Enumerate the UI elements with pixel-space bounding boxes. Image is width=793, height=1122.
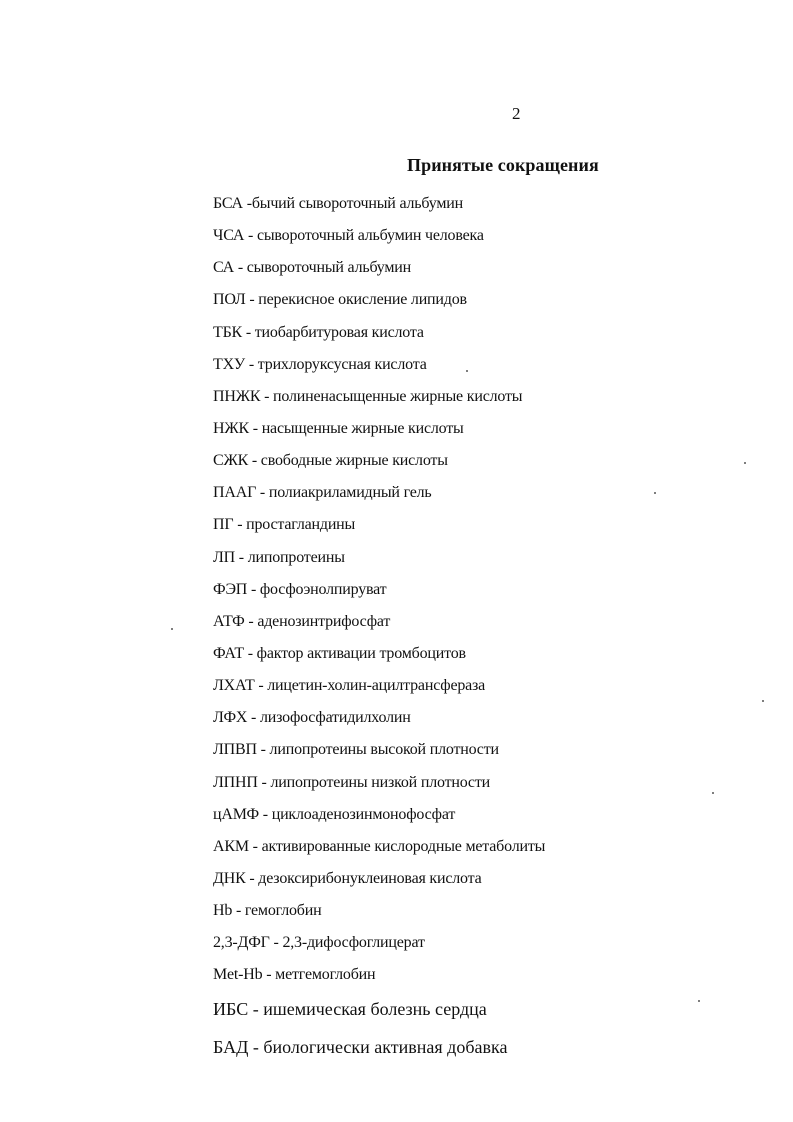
abbreviation-item: ТБК - тиобарбитуровая кислота	[213, 323, 424, 341]
abbreviation-item: ПААГ - полиакриламидный гель	[213, 484, 432, 502]
scan-speck	[466, 370, 468, 372]
page-title: Принятые сокращения	[407, 155, 599, 175]
abbreviation-item: ДНК - дезоксирибонуклеиновая кислота	[213, 869, 482, 887]
abbreviation-item: ПГ - простагландины	[213, 516, 356, 534]
abbreviation-item: 2,3-ДФГ - 2,3-дифосфоглицерат	[213, 934, 425, 952]
abbreviation-item: СА - сывороточный альбумин	[213, 259, 412, 277]
abbreviation-item: Hb - гемоглобин	[213, 902, 322, 920]
abbreviation-item: СЖК - свободные жирные кислоты	[213, 452, 448, 470]
abbreviation-item: ЧСА - сывороточный альбумин человека	[213, 227, 484, 245]
abbreviation-item: ПНЖК - полиненасыщенные жирные кислоты	[213, 387, 523, 405]
abbreviation-item: ТХУ - трихлоруксусная кислота	[213, 355, 427, 373]
scan-speck	[712, 792, 714, 794]
abbreviation-item: ЛПВП - липопротеины высокой плотности	[213, 741, 499, 759]
scan-speck	[171, 628, 173, 630]
abbreviation-item: цАМФ - циклоаденозинмонофосфат	[213, 805, 456, 823]
scan-speck	[744, 462, 746, 464]
abbreviation-item: БСА -бычий сывороточный альбумин	[213, 195, 463, 212]
abbreviation-item: ЛПНП - липопротеины низкой плотности	[213, 773, 490, 791]
abbreviation-item: ПОЛ - перекисное окисление липидов	[213, 291, 467, 309]
abbreviation-item: ЛФХ - лизофосфатидилхолин	[213, 709, 411, 727]
abbreviation-item: АТФ - аденозинтрифосфат	[213, 612, 391, 630]
abbreviation-item: АКМ - активированные кислородные метаболиты	[213, 837, 546, 855]
abbreviation-list	[213, 193, 545, 1073]
abbreviation-item: ФАТ - фактор активации тромбоцитов	[213, 644, 466, 662]
abbreviation-item: ФЭП - фосфоэнолпируват	[213, 580, 387, 598]
abbreviation-item: ИБС - ишемическая болезнь сердца	[213, 998, 487, 1019]
scan-speck	[654, 492, 656, 494]
scan-speck	[698, 1000, 700, 1002]
abbreviation-item: ЛХАТ - лицетин-холин-ацилтрансфераза	[213, 677, 486, 695]
abbreviation-item: ЛП - липопротеины	[213, 548, 345, 566]
abbreviation-item: НЖК - насыщенные жирные кислоты	[213, 419, 464, 437]
abbreviation-item: БАД - биологически активная добавка	[213, 1036, 508, 1057]
scan-speck	[762, 700, 764, 702]
abbreviation-item: Met-Hb - метгемоглобин	[213, 966, 376, 984]
page-number: 2	[512, 104, 521, 123]
